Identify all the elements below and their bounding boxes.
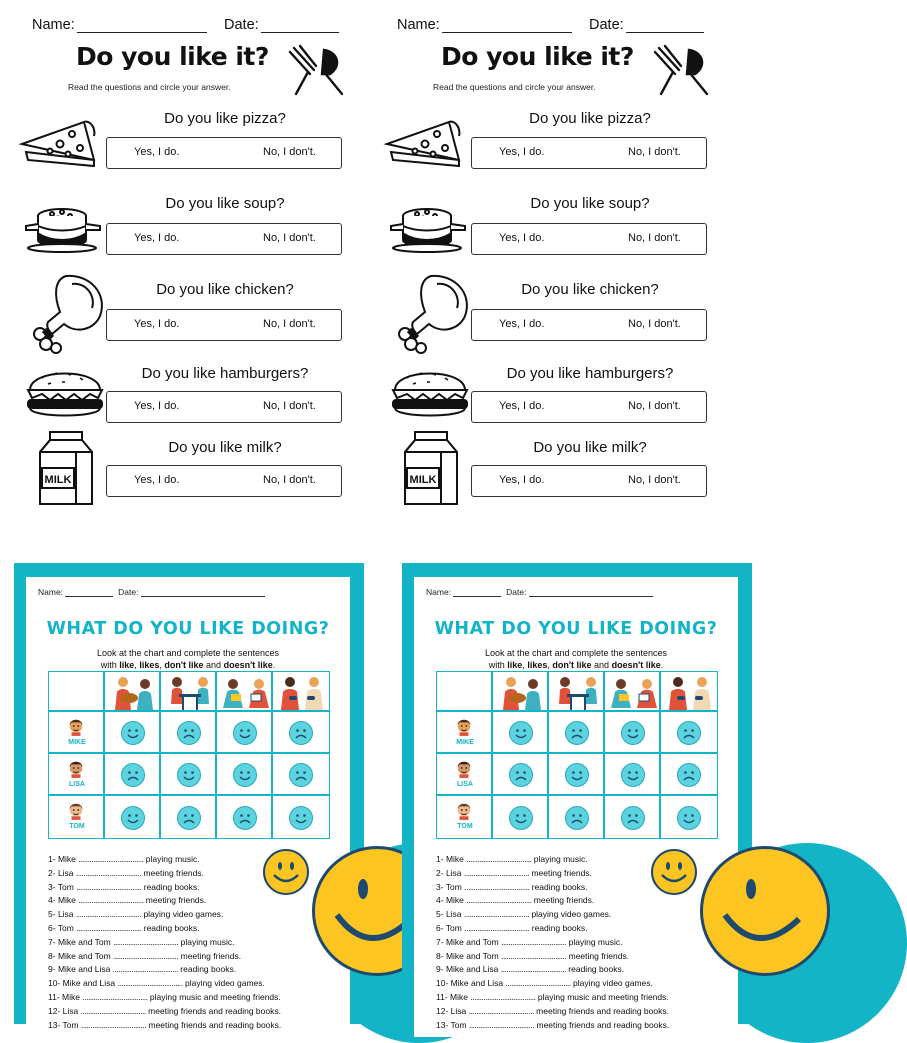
sentence-line[interactable]: 2- Lisa ................................... meeting friends. — [436, 867, 592, 878]
sentence-line[interactable]: 5- Lisa ................................... playing video games. — [48, 909, 224, 920]
answer-box — [106, 465, 342, 497]
happy-face-icon — [677, 806, 701, 830]
chart-cell — [660, 795, 718, 839]
avatar — [67, 800, 85, 825]
chart-cell — [660, 671, 718, 711]
instructions: Look at the chart and complete the sentences with like, likes, don't like and doesn't like. — [484, 648, 668, 670]
sentence-line[interactable]: 1- Mike ................................... playing music. — [48, 854, 200, 864]
answer-no[interactable]: No, I don't. — [263, 232, 316, 244]
chart-cell — [216, 753, 272, 795]
chart-cell — [604, 711, 660, 753]
date-label: Date: — [224, 17, 339, 33]
answer-no[interactable]: No, I don't. — [628, 318, 681, 330]
happy-face-icon — [121, 721, 145, 745]
chart-cell — [548, 795, 604, 839]
happy-face-icon — [233, 721, 257, 745]
happy-face-icon — [233, 763, 257, 787]
sad-face-icon — [233, 806, 257, 830]
chicken-leg-icon — [26, 272, 106, 357]
chart-cell — [160, 753, 216, 795]
sentence-line[interactable]: 12- Lisa ................................... meeting friends and reading books. — [436, 1005, 669, 1016]
chart-cell — [436, 753, 492, 795]
answer-no[interactable]: No, I don't. — [263, 400, 316, 412]
sad-face-icon — [509, 763, 533, 787]
name-date-row: Name: Date: — [38, 587, 265, 597]
question-text: Do you like pizza? — [164, 110, 286, 127]
question-text: Do you like hamburgers? — [141, 365, 309, 382]
sentence-line[interactable]: 4- Mike ................................... meeting friends. — [48, 895, 207, 906]
answer-yes[interactable]: Yes, I do. — [499, 474, 545, 486]
sentence-line[interactable]: 3- Tom ................................... reading books. — [48, 881, 200, 892]
name-label: Name: — [32, 17, 207, 33]
worksheet-title: WHAT DO YOU LIKE DOING? — [46, 619, 330, 639]
happy-face-icon — [621, 721, 645, 745]
chart-cell — [104, 711, 160, 753]
chart-cell — [492, 711, 548, 753]
sentence-line[interactable]: 11- Mike ................................... playing music and meeting friends. — [48, 992, 281, 1002]
chart-cell — [48, 711, 104, 753]
sentence-line[interactable]: 7- Mike and Tom ................................... playing music. — [436, 936, 623, 947]
activity-chart — [436, 671, 718, 839]
sentence-line[interactable]: 5- Lisa ................................... playing video games. — [436, 909, 612, 920]
sentence-line[interactable]: 10- Mike and Lisa ................................... playing video games. — [48, 978, 265, 989]
chart-cell — [660, 753, 718, 795]
sentence-line[interactable]: 6- Tom ................................... reading books. — [436, 923, 588, 933]
answer-yes[interactable]: Yes, I do. — [134, 318, 180, 330]
chart-cell — [660, 711, 718, 753]
hamburger-icon — [389, 360, 471, 427]
activity-worksheet-right — [402, 563, 752, 1030]
sentence-line[interactable]: 1- Mike ................................... playing music. — [436, 854, 588, 864]
question-text: Do you like soup? — [530, 195, 650, 212]
answer-no[interactable]: No, I don't. — [628, 474, 681, 486]
answer-yes[interactable]: Yes, I do. — [499, 232, 545, 244]
sad-face-icon — [177, 806, 201, 830]
name-label: Name: — [397, 17, 572, 33]
answer-box — [106, 391, 342, 423]
sentence-line[interactable]: 4- Mike ................................... meeting friends. — [436, 895, 595, 906]
sad-face-icon — [565, 806, 589, 830]
person-name: TOM — [457, 823, 473, 830]
chart-cell — [104, 671, 160, 711]
happy-face-icon — [121, 806, 145, 830]
answer-box — [471, 223, 707, 255]
meeting-friends-icon — [551, 674, 605, 715]
instructions: Look at the chart and complete the sentences with like, likes, don't like and doesn't like. — [96, 648, 280, 670]
answer-box — [471, 137, 707, 169]
worksheet-title: Do you like it? — [76, 42, 269, 71]
chicken-leg-icon — [391, 272, 471, 357]
hamburger-icon — [24, 360, 106, 427]
question-text: Do you like soup? — [165, 195, 285, 212]
question-text: Do you like chicken? — [521, 281, 659, 298]
answer-no[interactable]: No, I don't. — [263, 474, 316, 486]
chart-cell — [548, 671, 604, 711]
answer-box — [471, 309, 707, 341]
date-line[interactable] — [626, 19, 704, 33]
sad-face-icon — [289, 763, 313, 787]
sentence-line[interactable]: 2- Lisa ................................... meeting friends. — [48, 867, 204, 878]
chart-cell — [160, 671, 216, 711]
sentence-line[interactable]: 13- Tom ................................... meeting friends and reading books. — [48, 1019, 282, 1030]
happy-face-icon — [509, 806, 533, 830]
chart-cell — [272, 671, 330, 711]
activity-worksheet-left — [14, 563, 364, 1030]
answer-yes[interactable]: Yes, I do. — [134, 400, 180, 412]
soup-pot-icon — [22, 204, 104, 259]
avatar — [455, 758, 473, 783]
avatar — [455, 800, 473, 825]
question-text: Do you like hamburgers? — [506, 365, 674, 382]
worksheet-subtitle: Read the questions and circle your answer. — [433, 82, 596, 92]
chart-cell — [436, 671, 492, 711]
sad-face-icon — [177, 721, 201, 745]
meeting-friends-icon — [163, 674, 217, 715]
reading-books-icon — [219, 674, 273, 715]
chart-cell — [104, 795, 160, 839]
milk-carton-icon — [401, 430, 461, 511]
worksheet-title: Do you like it? — [441, 42, 634, 71]
chart-cell — [160, 795, 216, 839]
worksheet-paper — [26, 577, 350, 1037]
avatar — [67, 758, 85, 783]
playing-video-games-icon — [663, 674, 717, 715]
answer-yes[interactable]: Yes, I do. — [499, 400, 545, 412]
question-text: Do you like chicken? — [156, 281, 294, 298]
chart-cell — [104, 753, 160, 795]
answer-no[interactable]: No, I don't. — [628, 400, 681, 412]
sad-face-icon — [565, 721, 589, 745]
chart-cell — [604, 753, 660, 795]
sentence-line[interactable]: 6- Tom ................................... reading books. — [48, 923, 200, 933]
activity-chart — [48, 671, 330, 839]
reading-books-icon — [607, 674, 661, 715]
name-line[interactable] — [77, 19, 207, 33]
sentence-line[interactable]: 8- Mike and Tom ................................... meeting friends. — [436, 950, 630, 961]
chart-cell — [48, 753, 104, 795]
chart-cell — [492, 753, 548, 795]
person-name: LISA — [457, 781, 473, 788]
sad-face-icon — [121, 763, 145, 787]
question-text: Do you like pizza? — [529, 110, 651, 127]
chart-cell — [160, 711, 216, 753]
food-worksheet-left — [0, 0, 364, 512]
chart-cell — [604, 671, 660, 711]
pizza-icon — [385, 116, 461, 171]
svg-text:MILK: MILK — [44, 474, 72, 486]
sentence-line[interactable]: 12- Lisa ................................... meeting friends and reading books. — [48, 1005, 281, 1016]
utensils-icon — [651, 44, 713, 98]
sentence-line[interactable]: 10- Mike and Lisa ................................... playing video games. — [436, 978, 653, 989]
worksheet-paper — [414, 577, 738, 1037]
answer-yes[interactable]: Yes, I do. — [134, 232, 180, 244]
chart-cell — [548, 711, 604, 753]
svg-text:MILK: MILK — [409, 474, 437, 486]
chart-cell — [604, 795, 660, 839]
worksheet-title: WHAT DO YOU LIKE DOING? — [434, 619, 718, 639]
food-worksheet-right — [365, 0, 729, 512]
chart-cell — [436, 795, 492, 839]
chart-cell — [548, 753, 604, 795]
answer-yes[interactable]: Yes, I do. — [499, 146, 545, 158]
happy-face-icon — [509, 721, 533, 745]
soup-pot-icon — [387, 204, 469, 259]
sentence-line[interactable]: 9- Mike and Lisa ................................... reading books. — [48, 964, 237, 975]
chart-cell — [436, 711, 492, 753]
sentence-line[interactable]: 11- Mike ................................... playing music and meeting friends. — [436, 992, 669, 1002]
sad-face-icon — [677, 721, 701, 745]
answer-box — [106, 223, 342, 255]
smiley-icon — [263, 849, 309, 895]
answer-no[interactable]: No, I don't. — [263, 146, 316, 158]
name-line[interactable] — [65, 587, 113, 597]
name-date-row: Name: Date: — [426, 587, 653, 597]
playing-music-icon — [107, 674, 161, 715]
utensils-icon — [286, 44, 348, 98]
date-line[interactable] — [141, 587, 265, 597]
avatar — [455, 716, 473, 741]
avatar — [67, 716, 85, 741]
playing-video-games-icon — [275, 674, 329, 715]
smiley-icon — [651, 849, 697, 895]
chart-cell — [216, 795, 272, 839]
question-text: Do you like milk? — [168, 439, 282, 456]
person-name: MIKE — [456, 739, 474, 746]
answer-box — [106, 137, 342, 169]
chart-cell — [216, 671, 272, 711]
chart-cell — [48, 671, 104, 711]
answer-no[interactable]: No, I don't. — [628, 146, 681, 158]
person-name: TOM — [69, 823, 85, 830]
name-line[interactable] — [453, 587, 501, 597]
happy-face-icon — [565, 763, 589, 787]
date-label: Date: — [589, 17, 704, 33]
chart-cell — [272, 711, 330, 753]
sad-face-icon — [621, 806, 645, 830]
answer-box — [106, 309, 342, 341]
answer-yes[interactable]: Yes, I do. — [134, 474, 180, 486]
chart-cell — [492, 795, 548, 839]
sentence-line[interactable]: 9- Mike and Lisa ................................... reading books. — [436, 964, 625, 975]
chart-cell — [216, 711, 272, 753]
person-name: LISA — [69, 781, 85, 788]
sad-face-icon — [289, 721, 313, 745]
chart-cell — [492, 671, 548, 711]
sentence-line[interactable]: 3- Tom ................................... reading books. — [436, 881, 588, 892]
answer-no[interactable]: No, I don't. — [628, 232, 681, 244]
milk-carton-icon — [36, 430, 96, 511]
answer-box — [471, 465, 707, 497]
happy-face-icon — [289, 806, 313, 830]
pizza-icon — [20, 116, 96, 171]
worksheet-subtitle: Read the questions and circle your answer. — [68, 82, 231, 92]
name-line[interactable] — [442, 19, 572, 33]
chart-cell — [48, 795, 104, 839]
answer-yes[interactable]: Yes, I do. — [134, 146, 180, 158]
answer-yes[interactable]: Yes, I do. — [499, 318, 545, 330]
person-name: MIKE — [68, 739, 86, 746]
playing-music-icon — [495, 674, 549, 715]
question-text: Do you like milk? — [533, 439, 647, 456]
chart-cell — [272, 795, 330, 839]
date-line[interactable] — [261, 19, 339, 33]
happy-face-icon — [177, 763, 201, 787]
happy-face-icon — [621, 763, 645, 787]
sentence-line[interactable]: 8- Mike and Tom ................................... meeting friends. — [48, 950, 242, 961]
sentence-line[interactable]: 7- Mike and Tom ................................... playing music. — [48, 936, 235, 947]
sentence-line[interactable]: 13- Tom ................................... meeting friends and reading books. — [436, 1019, 670, 1030]
sad-face-icon — [677, 763, 701, 787]
chart-cell — [272, 753, 330, 795]
date-line[interactable] — [529, 587, 653, 597]
answer-box — [471, 391, 707, 423]
smiley-icon — [700, 846, 830, 976]
answer-no[interactable]: No, I don't. — [263, 318, 316, 330]
